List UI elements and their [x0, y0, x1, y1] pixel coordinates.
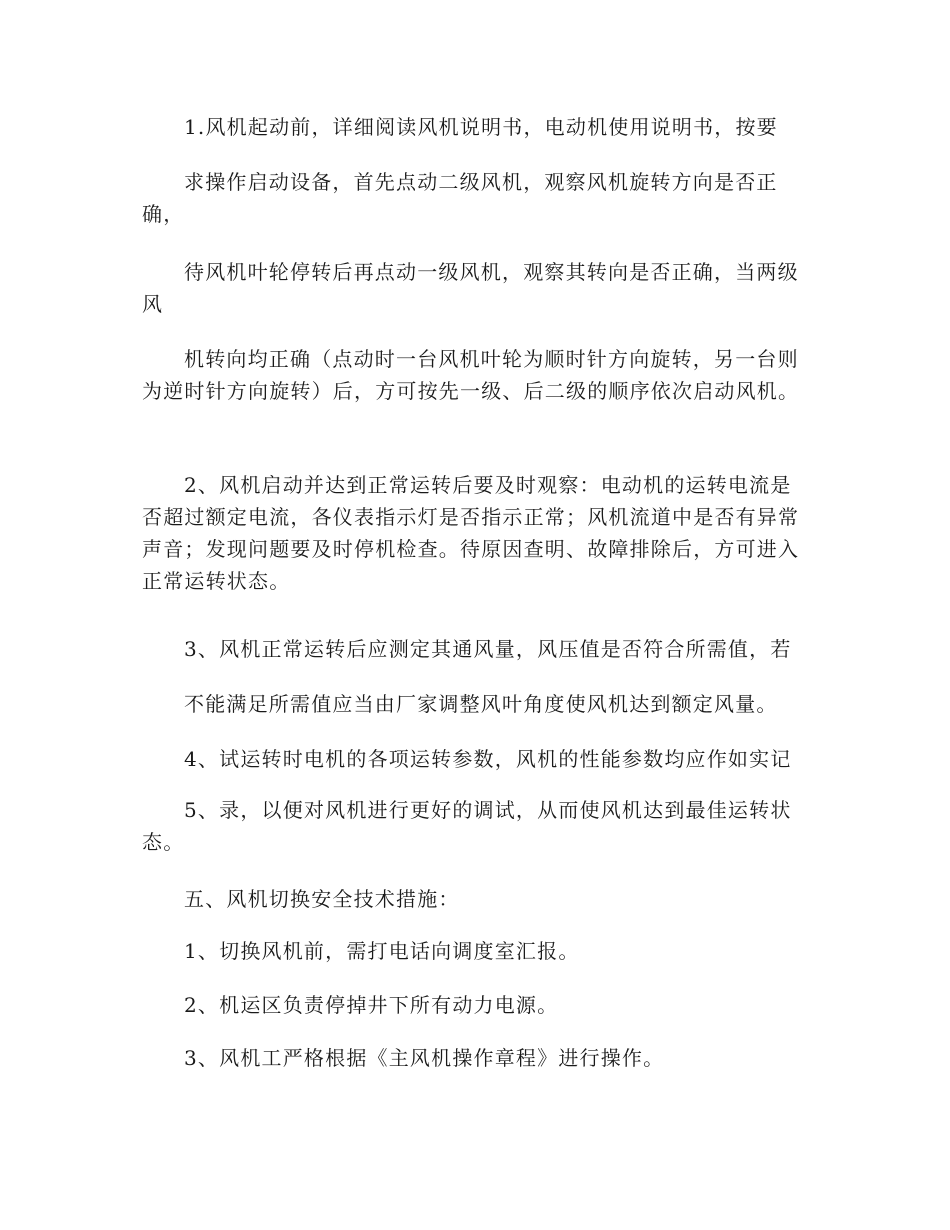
- paragraph-blade-adjustment: 不能满足所需值应当由厂家调整风叶角度使风机达到额定风量。: [184, 692, 778, 716]
- paragraph-airflow-measurement: 3、风机正常运转后应测定其通风量，风压值是否符合所需值，若: [184, 637, 792, 661]
- paragraph-operation-rules: 3、风机工严格根据《主风机操作章程》进行操作。: [184, 1046, 665, 1070]
- paragraph-record-debugging: 5、录，以便对风机进行更好的调试，从而使风机达到最佳运转状态。: [142, 798, 792, 854]
- paragraph-running-observation: 2、风机启动并达到正常运转后要及时观察：电动机的运转电流是否超过额定电流，各仪表指示灯是否指示正常；风机流道中是否有异常声音；发现问题要及时停机检查。待原因查明、故障排除后，方可进入正常运转状态。: [142, 473, 800, 593]
- paragraph-secondary-fan-check: 求操作启动设备，首先点动二级风机，观察风机旋转方向是否正确，: [142, 170, 778, 226]
- paragraph-power-cutoff: 2、机运区负责停掉井下所有动力电源。: [184, 993, 559, 1017]
- paragraph-trial-run-parameters: 4、试运转时电机的各项运转参数，风机的性能参数均应作如实记: [184, 747, 792, 771]
- section-heading-fan-switching: 五、风机切换安全技术措施：: [184, 887, 460, 911]
- paragraph-startup-sequence: 机转向均正确（点动时一台风机叶轮为顺时针方向旋转，另一台则为逆时针方向旋转）后，方可按先一级、后二级的顺序依次启动风机。: [142, 347, 800, 403]
- paragraph-primary-fan-check: 待风机叶轮停转后再点动一级风机，观察其转向是否正确，当两级风: [142, 260, 799, 316]
- paragraph-switching-report: 1、切换风机前，需打电话向调度室汇报。: [184, 939, 580, 963]
- paragraph-fan-startup-intro: 1.风机起动前，详细阅读风机说明书，电动机使用说明书，按要: [184, 115, 778, 139]
